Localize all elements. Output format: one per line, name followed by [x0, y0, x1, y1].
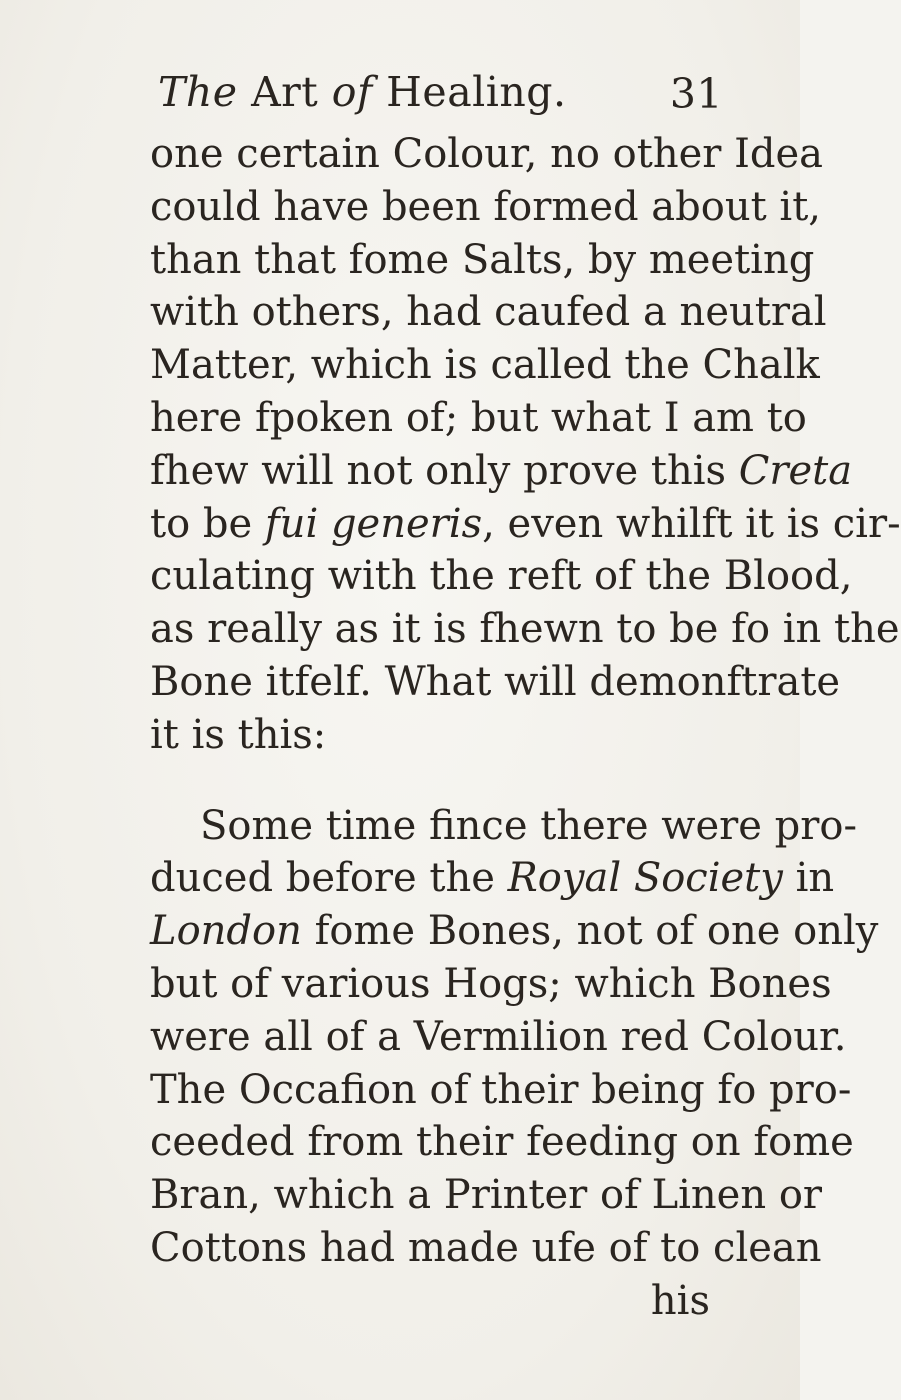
page-number: 31 — [669, 70, 723, 118]
text-line: ceeded from their feeding on fome — [150, 1119, 854, 1166]
text-segment: in — [782, 855, 835, 902]
text-line — [150, 498, 901, 551]
text-line: one certain Colour, no other Idea — [150, 131, 824, 177]
text-line: than that fome Salts, by meeting — [150, 236, 815, 283]
text-line: with others, had caufed a neutral — [150, 289, 827, 336]
text-line: Bone itfelf. What will demonftrate — [150, 658, 841, 705]
paragraph-gap — [150, 762, 732, 800]
catchword: his — [650, 1277, 710, 1324]
text-line: Bran, which a Printer of Linen or — [150, 1172, 823, 1219]
italic-term-london: London — [150, 908, 302, 955]
text-line: Some time fince there were pro- — [200, 802, 857, 849]
text-line — [150, 445, 853, 498]
text-segment: fome Bones, not of one only — [301, 908, 879, 955]
text-line: culating with the reft of the Blood, — [150, 553, 853, 600]
title-art: Art — [237, 68, 332, 116]
italic-term-creta: Creta — [738, 447, 853, 494]
text-line — [150, 905, 879, 958]
title-of: of — [331, 68, 373, 116]
text-line: were all of a Vermilion red Colour. — [150, 1013, 847, 1060]
text-segment: duced before the — [150, 855, 495, 902]
text-segment: to be — [150, 500, 253, 547]
text-line: it is this: — [150, 711, 327, 758]
text-line: but of various Hogs; which Bones — [150, 960, 832, 1007]
text-line: here fpoken of; but what I am to — [150, 394, 807, 441]
running-title — [158, 68, 567, 116]
italic-term-royal-society: Royal Society — [507, 855, 783, 902]
text-line: Cottons had made ufe of to clean — [150, 1224, 822, 1271]
running-header — [158, 68, 723, 116]
text-line: The Occafion of their being fo pro- — [150, 1066, 852, 1113]
text-line — [150, 852, 835, 905]
body-text — [150, 128, 901, 1328]
text-line: as really as it is fhewn to be fo in the — [150, 606, 900, 653]
text-segment: fhew will not only prove this — [150, 447, 727, 494]
text-line: could have been formed about it, — [150, 183, 821, 230]
italic-term-sui-generis: fui generis — [264, 500, 483, 547]
text-segment: , even whilft it is cir- — [482, 500, 901, 547]
title-the: The — [158, 68, 238, 116]
text-line: Matter, which is called the Chalk — [150, 342, 820, 389]
title-healing: Healing. — [372, 68, 567, 116]
